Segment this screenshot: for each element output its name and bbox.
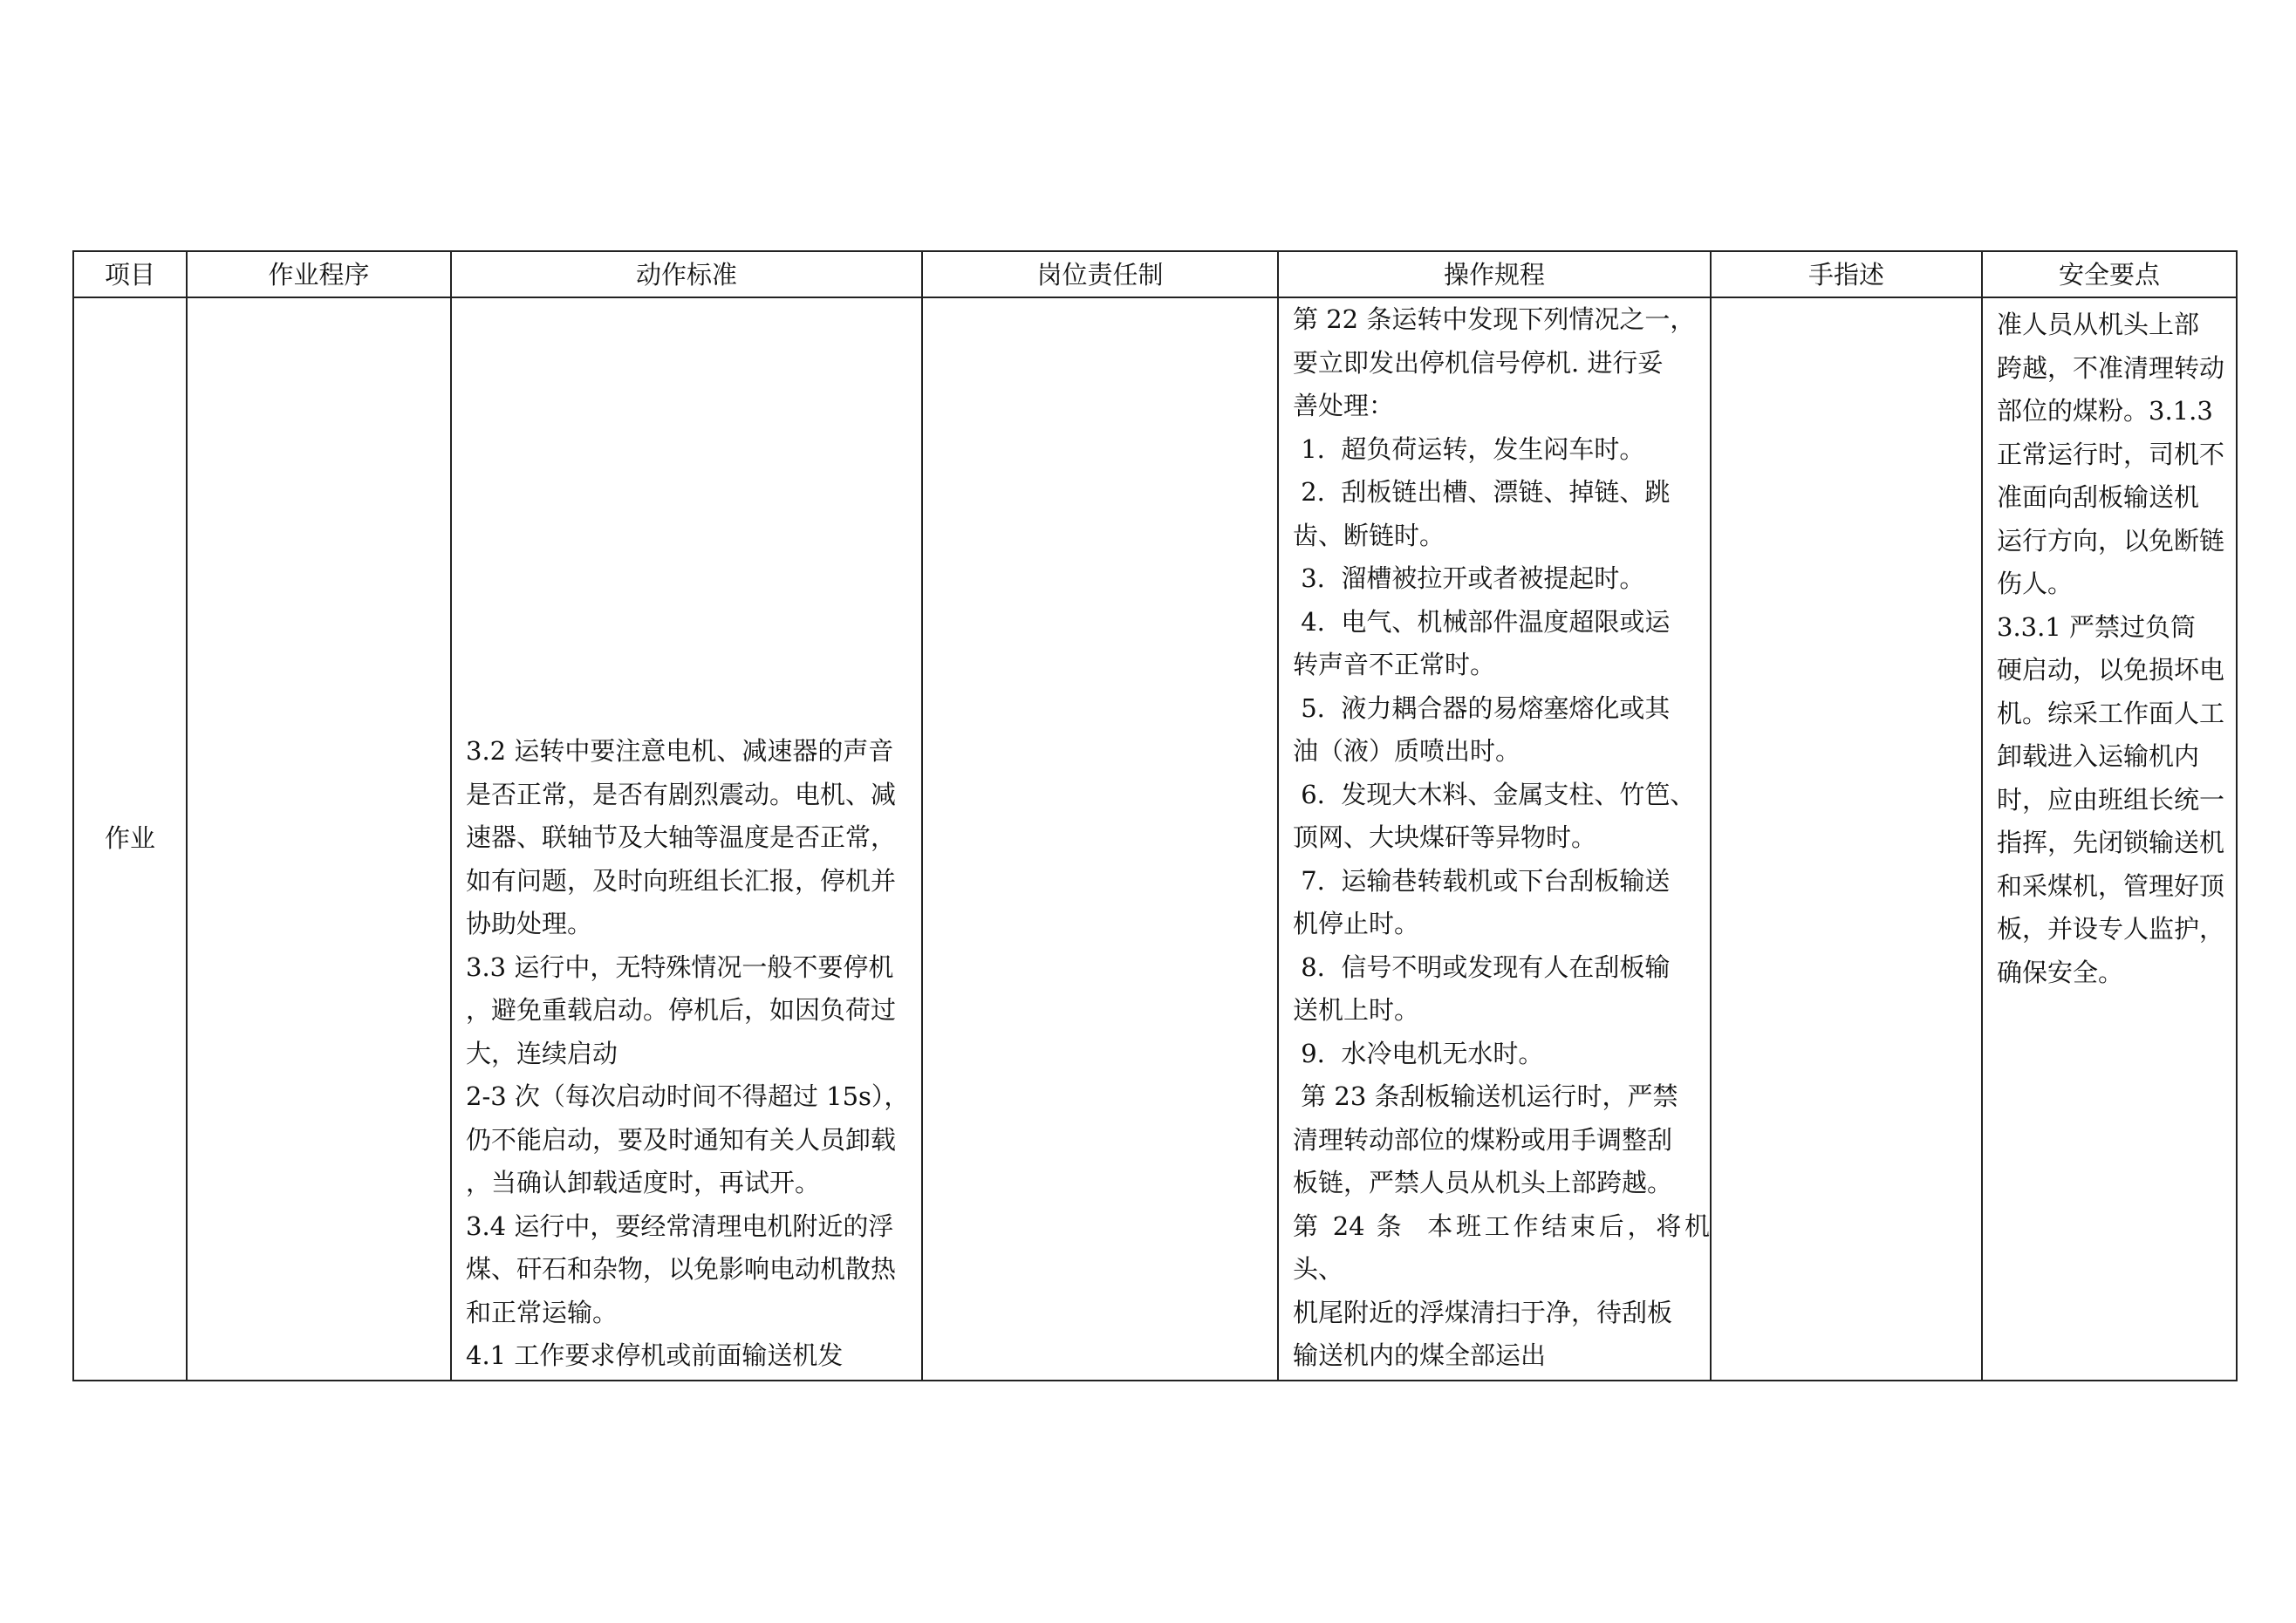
text-line: 3. 溜槽被拉开或者被提起时。	[1293, 563, 1645, 593]
text-line: 要立即发出停机信号停机. 进行妥	[1293, 347, 1664, 378]
text-line: 4. 电气、机械部件温度超限或运	[1293, 606, 1671, 637]
text-line: 3.3 运行中，无特殊情况一般不要停机	[466, 951, 894, 982]
text-line: 确保安全。	[1997, 957, 2124, 987]
header-dongzuo-biaozhun: 动作标准	[451, 251, 922, 297]
header-zuoye-chengxu: 作业程序	[187, 251, 451, 297]
text-line: 3.3.1 严禁过负筒	[1997, 611, 2197, 642]
text-line: 卸载进入运输机内	[1997, 741, 2200, 771]
header-caozuo-guicheng: 操作规程	[1278, 251, 1711, 297]
text-line: 协助处理。	[466, 909, 593, 938]
text-line: 正常运行时，司机不	[1997, 439, 2225, 469]
text-line: 6. 发现大木料、金属支柱、竹笆、	[1293, 779, 1696, 809]
cell-zuoye-chengxu	[187, 297, 451, 1381]
text-line: ，避免重载启动。停机后，如因负荷过	[466, 995, 897, 1025]
cell-gangwei-zerenzhi	[922, 297, 1278, 1381]
text-line: 和正常运输。	[466, 1297, 618, 1327]
text-line: 齿、断链时。	[1293, 520, 1445, 550]
text-line: 板，并设专人监护，	[1997, 914, 2225, 944]
header-gangwei-zerenzhi: 岗位责任制	[922, 251, 1278, 297]
text-line: 准面向刮板输送机	[1997, 482, 2200, 512]
text-line: 时，应由班组长统一	[1997, 784, 2225, 815]
text-line: 第 23 条刮板输送机运行时，严禁	[1293, 1081, 1678, 1111]
text-line: ，当确认卸载适度时，再试开。	[466, 1168, 821, 1197]
anquan-yaodian-text	[1983, 298, 2236, 994]
caozuo-guicheng-text	[1279, 298, 1710, 1380]
text-line: 善处理：	[1293, 391, 1395, 420]
header-row	[73, 251, 2237, 297]
cell-xiangmu: 作业	[73, 297, 187, 1381]
table-row	[73, 297, 2237, 1381]
text-line: 指挥，先闭锁输送机	[1997, 828, 2225, 857]
text-line: 顶网、大块煤矸等异物时。	[1293, 822, 1597, 852]
text-line: 油（液）质喷出时。	[1293, 736, 1521, 766]
text-line: 如有问题，及时向班组长汇报，停机并	[466, 865, 897, 896]
text-line: 跨越，不准清理转动	[1997, 352, 2225, 383]
text-line: 5. 液力耦合器的易熔塞熔化或其	[1293, 692, 1671, 723]
text-line: 清理转动部位的煤粉或用手调整刮	[1293, 1124, 1673, 1155]
text-line: 和采煤机，管理好顶	[1997, 870, 2225, 901]
text-line: 煤、矸石和杂物，以免影响电动机散热	[466, 1254, 897, 1284]
cell-caozuo-guicheng	[1278, 297, 1711, 1381]
header-anquan-yaodian: 安全要点	[1982, 251, 2237, 297]
text-line: 输送机内的煤全部运出	[1293, 1340, 1547, 1370]
header-xiangmu: 项目	[73, 251, 187, 297]
text-line: 是否正常，是否有剧烈震动。电机、减	[466, 779, 897, 809]
text-line: 第 22 条运转中发现下列情况之一，	[1293, 304, 1696, 334]
text-line: 大，连续启动	[466, 1038, 618, 1068]
text-line: 3.2 运转中要注意电机、减速器的声音	[466, 736, 894, 766]
text-line: 运行方向，以免断链	[1997, 525, 2225, 556]
header-shou-zhishu: 手指述	[1711, 251, 1982, 297]
text-line: 机停止时。	[1293, 909, 1420, 938]
text-line: 8. 信号不明或发现有人在刮板输	[1293, 951, 1671, 982]
text-line: 7. 运输巷转载机或下台刮板输送	[1293, 865, 1671, 896]
text-line: 机。综采工作面人工	[1997, 698, 2225, 728]
text-line: 机尾附近的浮煤清扫于净，待刮板	[1293, 1297, 1673, 1327]
text-line: 2-3 次（每次启动时间不得超过 15s），	[466, 1081, 910, 1111]
text-line: 1. 超负荷运转，发生闷车时。	[1293, 433, 1645, 464]
text-line: 2. 刮板链出槽、漂链、掉链、跳	[1293, 477, 1671, 507]
cell-dongzuo-biaozhun	[451, 297, 922, 1381]
text-line: 第 24 条 本班工作结束后，将机头、	[1293, 1210, 1710, 1284]
text-line: 板链，严禁人员从机头上部跨越。	[1293, 1168, 1673, 1197]
text-line: 伤人。	[1997, 569, 2074, 598]
text-line: 硬启动，以免损坏电	[1997, 655, 2225, 685]
text-line: 送机上时。	[1293, 995, 1420, 1025]
procedure-table	[72, 250, 2238, 1381]
cell-anquan-yaodian	[1982, 297, 2237, 1381]
text-line: 准人员从机头上部	[1997, 310, 2200, 339]
text-line: 速器、联轴节及大轴等温度是否正常，	[466, 822, 897, 852]
text-line: 9. 水冷电机无水时。	[1293, 1038, 1544, 1068]
text-line: 转声音不正常时。	[1293, 650, 1496, 679]
text-line: 部位的煤粉。3.1.3	[1997, 396, 2213, 426]
dongzuo-biaozhun-text	[452, 730, 921, 1380]
text-line: 3.4 运行中，要经常清理电机附近的浮	[466, 1210, 894, 1241]
text-line: 仍不能启动，要及时通知有关人员卸载	[466, 1124, 897, 1155]
cell-shou-zhishu	[1711, 297, 1982, 1381]
text-line: 4.1 工作要求停机或前面输送机发	[466, 1340, 844, 1370]
